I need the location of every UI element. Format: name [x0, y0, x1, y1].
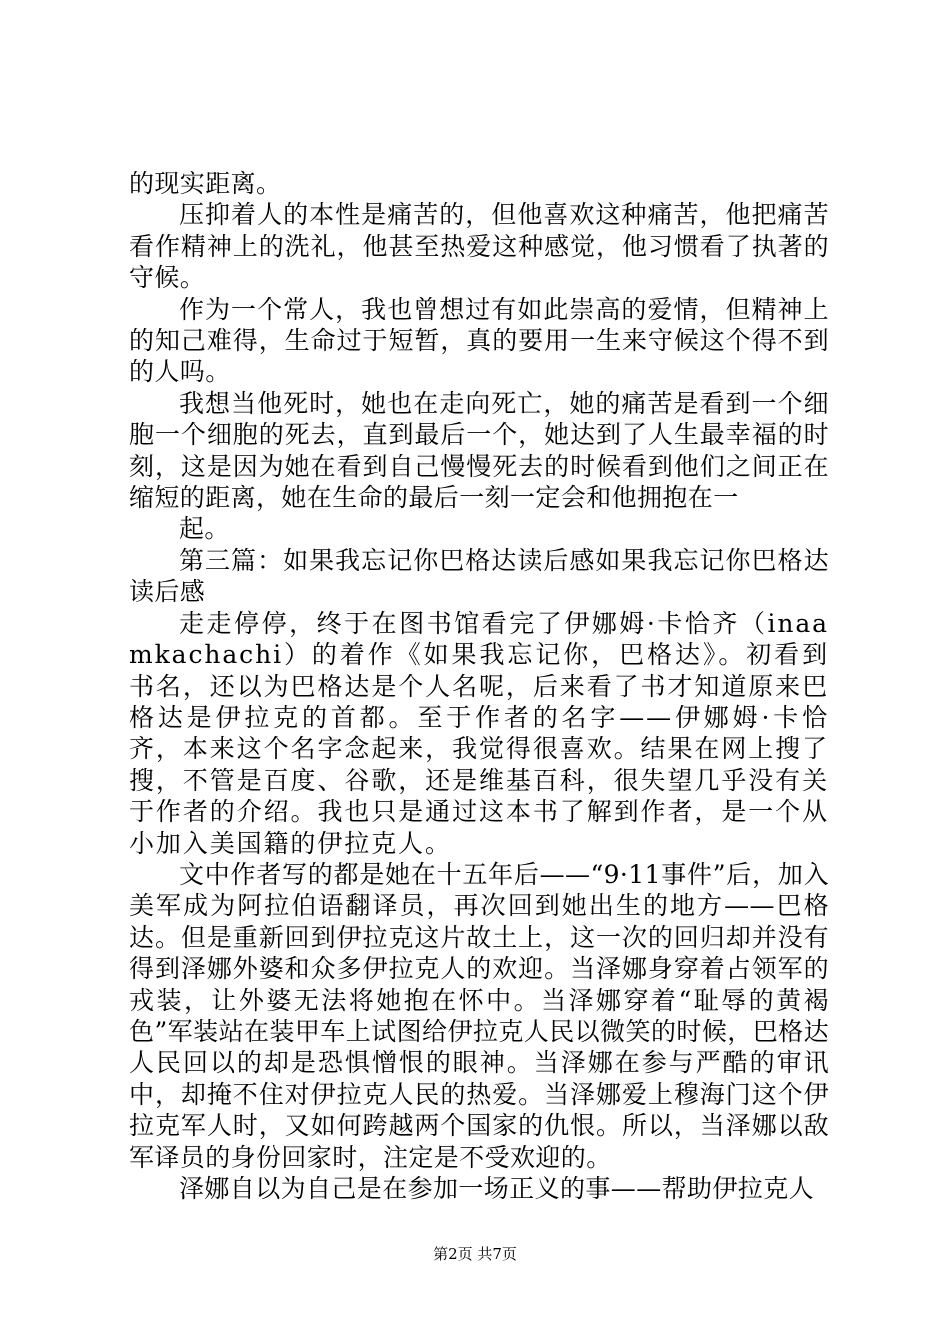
paragraph-2: 压抑着人的本性是痛苦的，但他喜欢这种痛苦，他把痛苦看作精神上的洗礼，他甚至热爱这种感觉，他习惯看了执著的守候。 — [129, 200, 829, 293]
paragraph-9: 泽娜自以为自己是在参加一场正义的事——帮助伊拉克人 — [179, 1174, 815, 1203]
page-footer — [0, 1244, 950, 1264]
document-body — [129, 168, 829, 1204]
paragraph-5: 起。 — [179, 514, 230, 544]
paragraph-3: 作为一个常人，我也曾想过有如此崇高的爱情，但精神上的知己难得，生命过于短暂，真的要用一生来守候这个得不到的人吗。 — [129, 294, 829, 387]
paragraph-1: 的现实距离。 — [129, 169, 282, 198]
section-heading: 第三篇：如果我忘记你巴格达读后感如果我忘记你巴格达读后感 — [129, 545, 829, 607]
paragraph-7: 走走停停，终于在图书馆看完了伊娜姆·卡恰齐（inaamkachachi）的着作《如果我忘记你，巴格达》。初看到书名，还以为巴格达是个人名呢，后来看了书才知道原来巴格达是伊拉克的首都。至于作者的名字——伊娜姆·卡恰齐，本来这个名字念起来，我觉得很喜欢。结果在网上搜了搜，不管是百度、谷歌，还是维基百科，很失望几乎没有关于作者的介绍。我也只是通过这本书了解到作者，是一个从小加入美国籍的伊拉克人。 — [129, 608, 829, 858]
paragraph-4: 我想当他死时，她也在走向死亡，她的痛苦是看到一个细胞一个细胞的死去，直到最后一个，她达到了人生最幸福的时刻，这是因为她在看到自己慢慢死去的时候看到他们之间正在缩短的距离，她在生命的最后一刻一定会和他拥抱在一 — [129, 388, 829, 513]
paragraph-8: 文中作者写的都是她在十五年后——“9·11事件”后，加入美军成为阿拉伯语翻译员，再次回到她出生的地方——巴格达。但是重新回到伊拉克这片故土上，这一次的回归却并没有得到泽娜外婆和众多伊拉克人的欢迎。当泽娜身穿着占领军的戎装，让外婆无法将她抱在怀中。当泽娜穿着“耻辱的黄褐色”军装站在装甲车上试图给伊拉克人民以微笑的时候，巴格达人民回以的却是恐惧憎恨的眼神。当泽娜在参与严酷的审讯中，却掩不住对伊拉克人民的热爱。当泽娜爱上穆海门这个伊拉克军人时，又如何跨越两个国家的仇恨。所以，当泽娜以敌军译员的身份回家时，注定是不受欢迎的。 — [129, 859, 829, 1172]
page-number-label: 第2页 共7页 — [433, 1245, 517, 1263]
